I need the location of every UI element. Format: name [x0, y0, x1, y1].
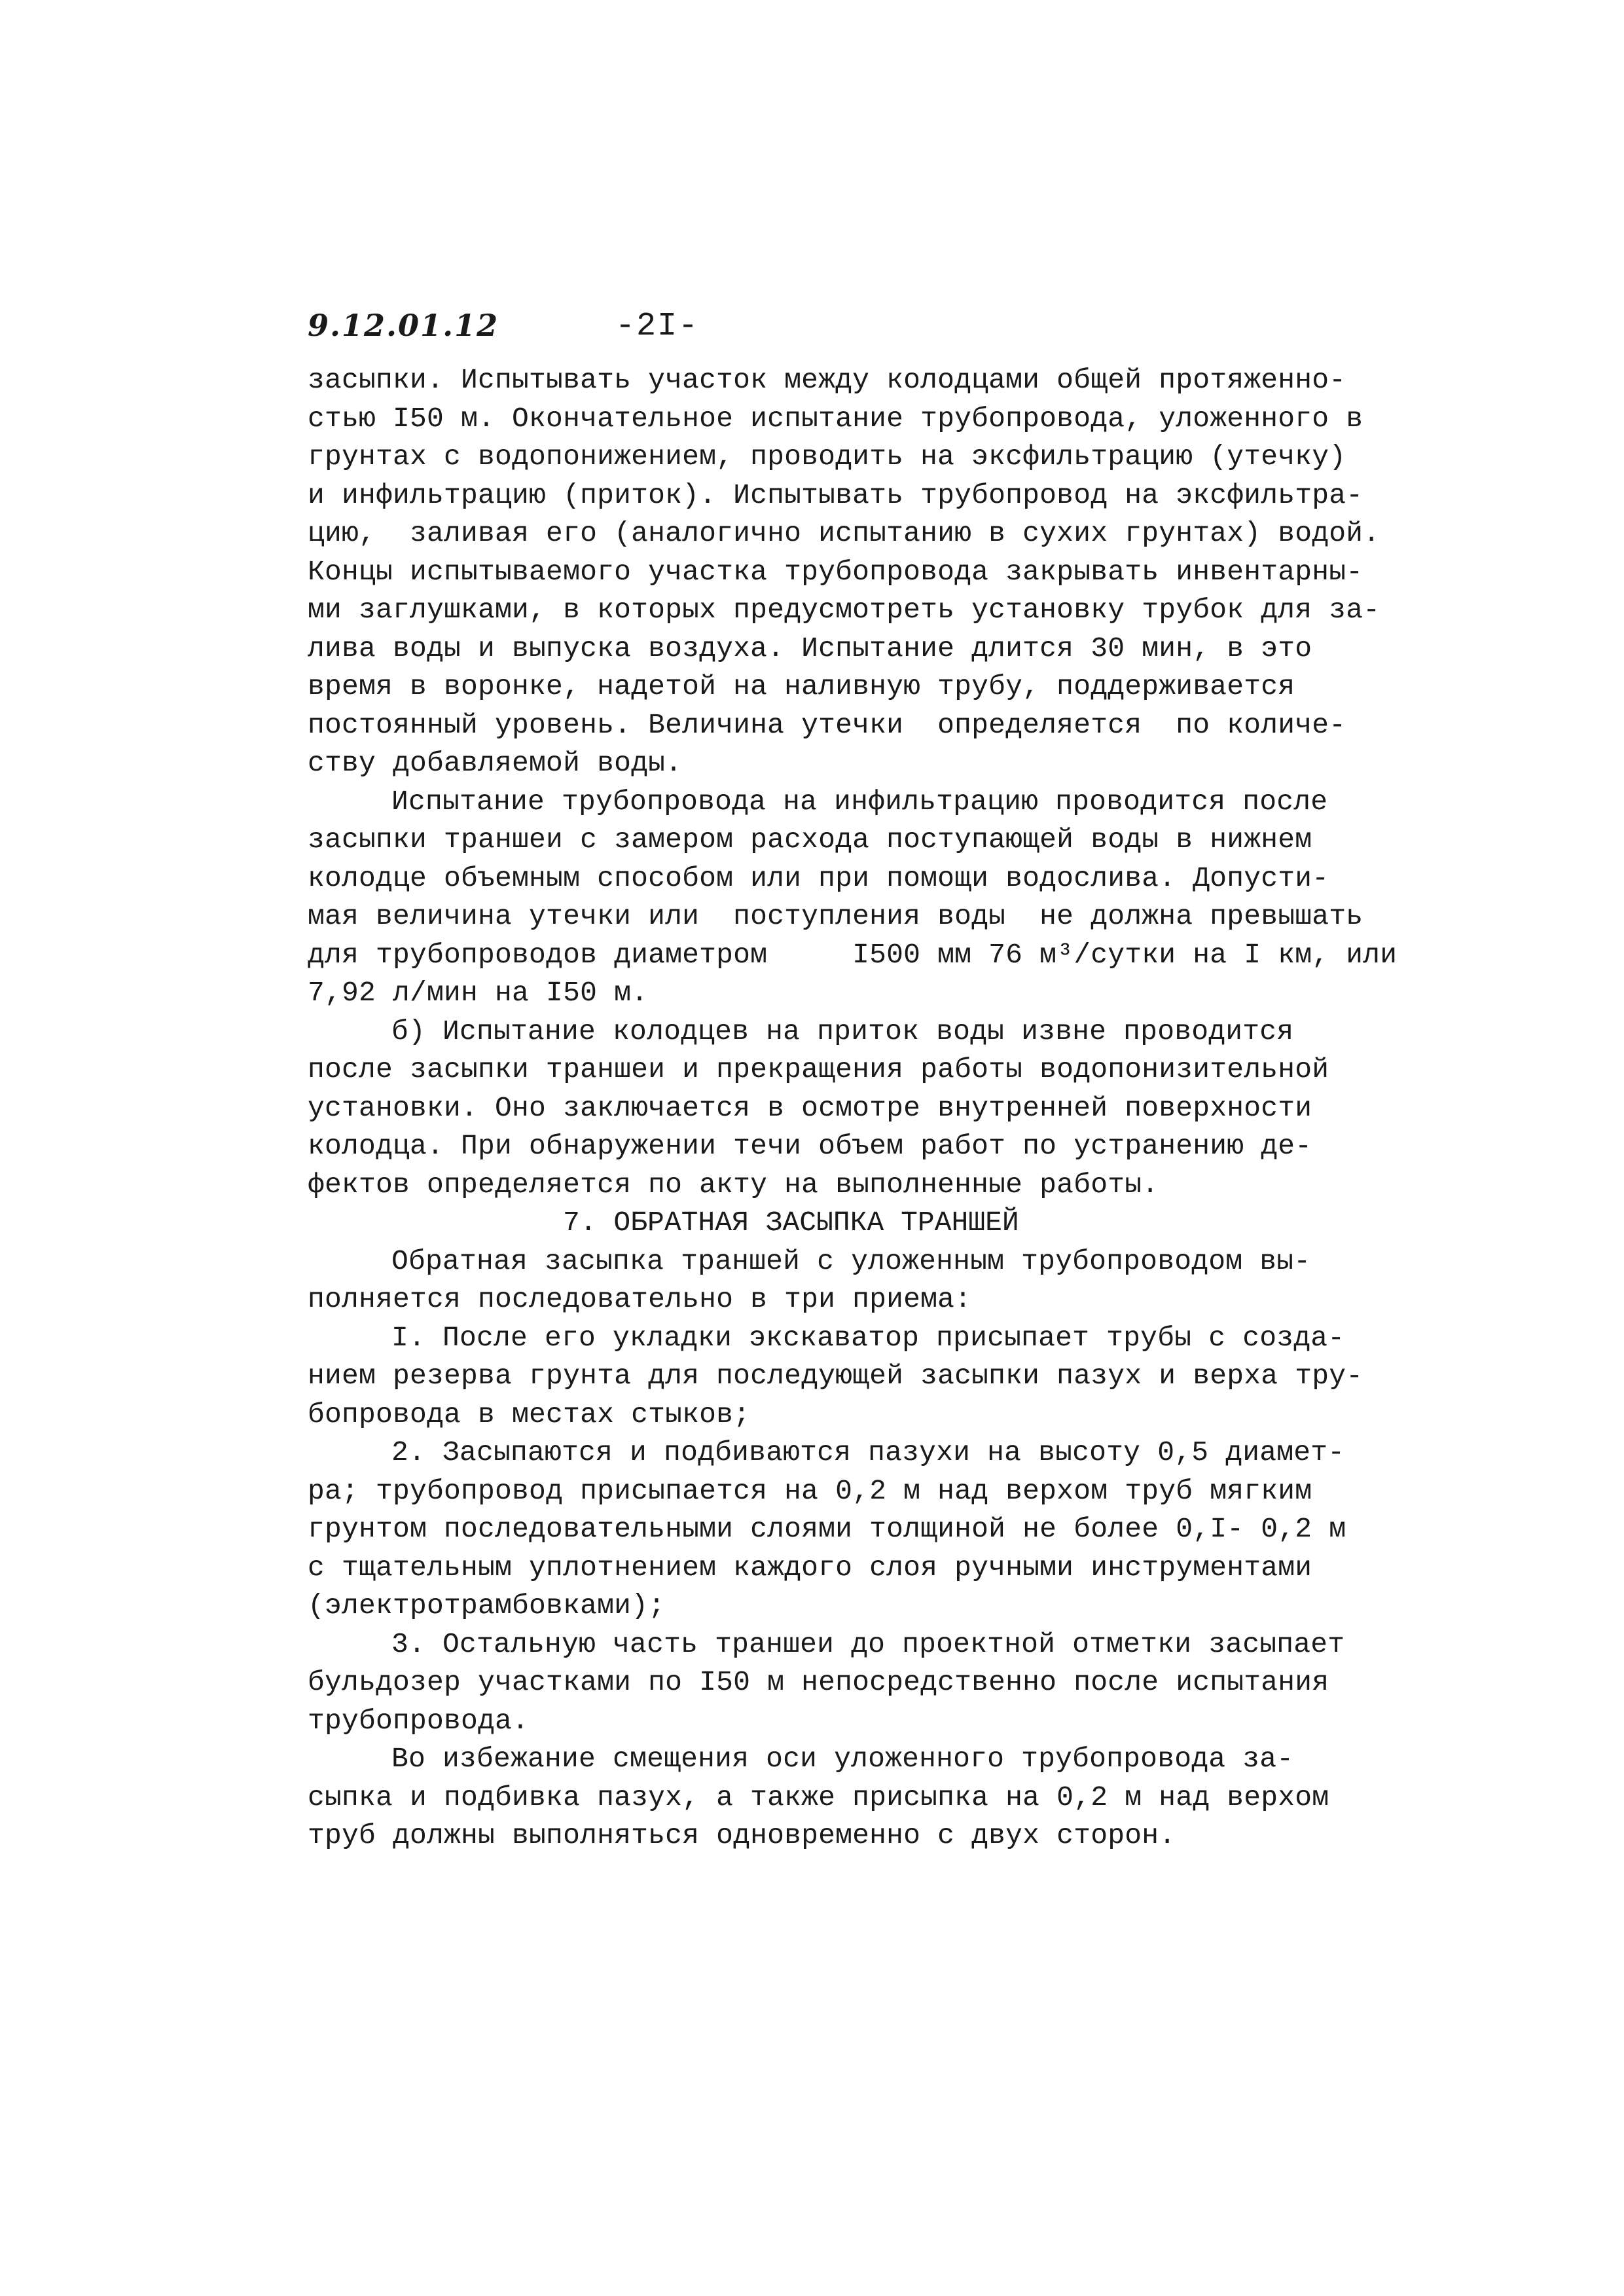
text-line: Во избежание смещения оси уложенного трубопровода за- — [391, 1743, 1294, 1775]
text-line: 3. Остальную часть траншеи до проектной отметки засыпает — [391, 1628, 1345, 1660]
text-line: и инфильтрацию (приток). Испытывать трубопровод на эксфильтра- — [308, 479, 1363, 511]
text-line: стью I50 м. Окончательное испытание трубопровода, уложенного в — [308, 402, 1363, 435]
text-line: труб должны выполняться одновременно с двух сторон. — [308, 1819, 1176, 1851]
text-line: Испытание трубопровода на инфильтрацию проводится после — [391, 785, 1328, 818]
text-line: грунтах с водопонижением, проводить на эксфильтрацию (утечку) — [308, 441, 1346, 473]
text-line: нием резерва грунта для последующей засыпки пазух и верха тру- — [308, 1360, 1363, 1392]
text-line: время в воронке, надетой на наливную трубу, поддерживается — [308, 670, 1295, 702]
text-line: засыпки траншеи с замером расхода поступающей воды в нижнем — [308, 824, 1312, 856]
text-line: трубопровода. — [308, 1704, 530, 1737]
text-line: колодце объемным способом или при помощи водослива. Допусти- — [308, 862, 1329, 894]
text-line: с тщательным уплотнением каждого слоя ручными инструментами — [308, 1551, 1312, 1584]
body-text — [308, 361, 1398, 1855]
text-line: I. После его укладки экскаватор присыпает трубы с созда- — [391, 1321, 1345, 1354]
text-line: колодца. При обнаружении течи объем работ по устранению де- — [308, 1130, 1312, 1162]
text-line: полняется последовательно в три приема: — [308, 1283, 972, 1315]
text-line: постоянный уровень. Величина утечки определяется по количе- — [308, 708, 1346, 741]
text-line: ми заглушками, в которых предусмотреть установку трубок для за- — [308, 594, 1380, 626]
text-line: (электротрамбовками); — [308, 1590, 666, 1622]
text-line: ству добавляемой воды. — [308, 747, 683, 779]
text-line: б) Испытание колодцев на приток воды извне проводится — [391, 1015, 1294, 1048]
text-line: Концы испытываемого участка трубопровода закрывать инвентарны- — [308, 555, 1363, 588]
page-header — [308, 308, 1420, 354]
text-line: после засыпки траншеи и прекращения работы водопонизительной — [308, 1053, 1329, 1085]
text-line: засыпки. Испытывать участок между колодцами общей протяженно- — [308, 364, 1346, 396]
text-line: мая величина утечки или поступления воды не должна превышать — [308, 900, 1363, 932]
text-line: бопровода в местах стыков; — [308, 1398, 751, 1430]
text-line: лива воды и выпуска воздуха. Испытание длится 30 мин, в это — [308, 632, 1312, 665]
text-line: цию, заливая его (аналогично испытанию в сухих грунтах) водой. — [308, 517, 1380, 549]
text-line: для трубопроводов диаметром I500 мм 76 м³/сутки на I км, или — [308, 938, 1398, 971]
text-line: сыпка и подбивка пазух, а также присыпка на 0,2 м над верхом — [308, 1781, 1329, 1813]
text-line: 7,92 л/мин на I50 м. — [308, 977, 649, 1009]
section-heading: 7. ОБРАТНАЯ ЗАСЫПКА ТРАНШЕЙ — [563, 1207, 1019, 1239]
text-line: 2. Засыпаются и подбиваются пазухи на высоту 0,5 диамет- — [391, 1436, 1345, 1468]
text-line: установки. Оно заключается в осмотре внутренней поверхности — [308, 1091, 1312, 1124]
text-line: грунтом последовательными слоями толщиной не более 0,I- 0,2 м — [308, 1513, 1346, 1545]
text-line: Обратная засыпка траншей с уложенным трубопроводом вы- — [391, 1245, 1311, 1277]
text-line: фектов определяется по акту на выполненные работы. — [308, 1168, 1159, 1201]
page-number: -2I- — [615, 308, 700, 345]
text-line: бульдозер участками по I50 м непосредственно после испытания — [308, 1666, 1329, 1698]
document-code: 9.12.01.12 — [308, 308, 499, 343]
text-line: ра; трубопровод присыпается на 0,2 м над верхом труб мягким — [308, 1474, 1312, 1507]
